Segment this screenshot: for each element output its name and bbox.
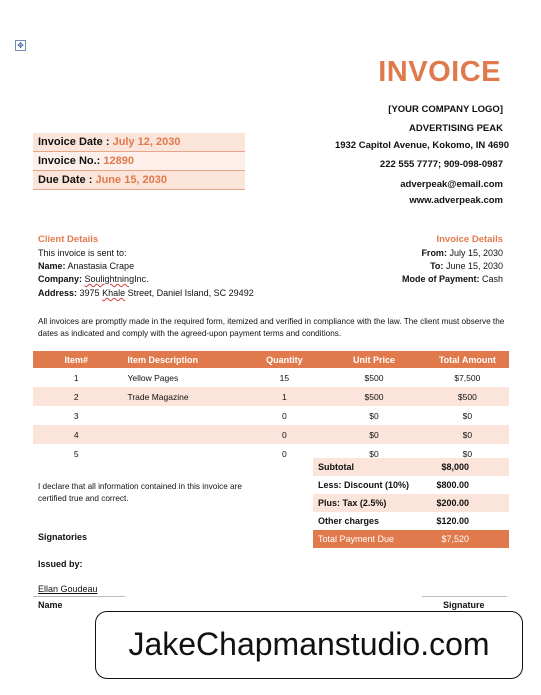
client-address-row (38, 287, 254, 300)
invoice-to-label: To: (430, 261, 444, 271)
company-email: adverpeak@email.com (400, 179, 503, 190)
cell-item-number: 2 (33, 387, 119, 406)
cell-unit-price: $0 (322, 425, 425, 444)
subtotal-row (313, 458, 509, 476)
company-website: www.adverpeak.com (409, 195, 503, 206)
cell-unit-price: $0 (369, 448, 379, 459)
cell-total: $500 (426, 387, 509, 406)
invoice-number-label: Invoice No.: (38, 155, 101, 167)
cell-quantity: 0 (246, 425, 322, 444)
table-row (33, 425, 509, 444)
due-date-value: June 15, 2030 (95, 174, 168, 186)
table-row (33, 406, 509, 425)
subtotal-value: $8,000 (441, 462, 469, 472)
col-total-amount: Total Amount (426, 351, 509, 368)
totals-block (313, 458, 509, 548)
cell-description (119, 444, 246, 463)
table-header-row (33, 351, 509, 368)
items-table (33, 351, 509, 463)
payment-mode-row (402, 273, 503, 286)
company-logo-placeholder: [YOUR COMPANY LOGO] (388, 104, 503, 115)
cell-quantity: 1 (246, 387, 322, 406)
payment-mode: Cash (481, 274, 503, 284)
invoice-details-heading: Invoice Details (436, 234, 503, 245)
cell-unit-price: $500 (364, 372, 384, 383)
client-address-label: Address: (38, 288, 78, 298)
invoice-number-row (33, 152, 245, 171)
other-charges-value: $120.00 (436, 516, 469, 526)
cell-item-number: 1 (73, 372, 79, 383)
payment-mode-label: Mode of Payment: (401, 274, 480, 284)
client-company-row (38, 273, 149, 286)
total-due-label: Total Payment Due (318, 534, 395, 544)
invoice-title: INVOICE (378, 56, 501, 88)
issued-by-label: Issued by: (38, 559, 83, 569)
cell-item-number: 4 (33, 425, 119, 444)
signatories-heading: Signatories (38, 532, 88, 542)
cell-unit-price: $0 (369, 410, 379, 421)
discount-value: $800.00 (436, 480, 469, 490)
invoice-from: July 15, 2030 (449, 248, 503, 258)
cell-total: $0 (462, 410, 473, 421)
declaration-text: I declare that all information contained in this invoice are certified true and correct. (38, 482, 242, 503)
tax-row (313, 494, 509, 512)
total-due-row (313, 530, 509, 548)
discount-row (313, 476, 509, 494)
cell-item-number: 3 (73, 410, 79, 421)
cell-description (119, 425, 246, 444)
company-name: ADVERTISING PEAK (409, 123, 503, 134)
client-address-street: Khale (102, 288, 126, 298)
col-item-number: Item# (33, 351, 119, 368)
client-company-label: Company: (38, 274, 83, 284)
client-company-suffix: Inc. (134, 274, 149, 284)
cell-total: $7,500 (454, 372, 481, 383)
invoice-notice: All invoices are promptly made in the required form, itemized and verified in compliance with the law. The client must observe the dates as indicated and comply with the agreed-upon payment terms and conditions. (38, 317, 505, 338)
total-due-value: $7,520 (441, 534, 469, 544)
client-name-label: Name: (38, 261, 66, 271)
discount-label: Less: Discount (10%) (318, 480, 410, 490)
tax-label: Plus: Tax (2.5%) (318, 498, 387, 508)
signature-label: Signature (443, 600, 485, 610)
cell-quantity: 15 (279, 372, 290, 383)
client-address-rest: Street, Daniel Island, SC 29492 (127, 288, 254, 298)
col-item-description: Item Description (119, 351, 246, 368)
client-address-number: 3975 (79, 288, 100, 298)
invoice-from-label: From: (421, 248, 447, 258)
signature-line (422, 596, 507, 597)
table-move-handle-icon[interactable]: ✥ (15, 40, 26, 51)
cell-description: Trade Magazine (119, 387, 246, 406)
cell-quantity: 0 (282, 410, 287, 421)
due-date-label: Due Date : (38, 174, 93, 186)
cell-total: $0 (426, 425, 509, 444)
cell-description (119, 406, 246, 425)
invoice-to: June 15, 2030 (445, 261, 503, 271)
other-charges-row (313, 512, 509, 530)
table-row (33, 387, 509, 406)
cell-quantity: 0 (282, 448, 287, 459)
cell-total: $0 (462, 448, 473, 459)
invoice-date-row (33, 133, 245, 152)
invoice-number-value: 12890 (103, 155, 134, 167)
due-date-row (33, 171, 245, 190)
name-label: Name (38, 600, 63, 610)
company-address: 1932 Capitol Avenue, Kokomo, IN 4690 (334, 140, 509, 151)
client-details-heading: Client Details (38, 234, 99, 245)
client-sent-to: This invoice is sent to: (38, 248, 127, 258)
issuer-name: Ellan Goudeau (38, 584, 98, 594)
tax-value: $200.00 (436, 498, 469, 508)
invoice-from-row (421, 247, 503, 260)
client-name: Anastasia Crape (67, 261, 135, 271)
client-name-row (38, 260, 134, 273)
cell-description: Yellow Pages (127, 372, 179, 383)
subtotal-label: Subtotal (318, 462, 354, 472)
cell-item-number: 5 (73, 448, 79, 459)
invoice-date-label: Invoice Date : (38, 136, 110, 148)
client-company: Soulightning (84, 274, 135, 284)
date-box (33, 133, 245, 190)
company-phone: 222 555 7777; 909-098-0987 (379, 159, 503, 170)
col-unit-price: Unit Price (322, 351, 425, 368)
cell-unit-price: $500 (322, 387, 425, 406)
name-signature-line (33, 596, 125, 597)
col-quantity: Quantity (246, 351, 322, 368)
other-charges-label: Other charges (318, 516, 380, 526)
watermark-banner: JakeChapmanstudio.com (95, 611, 523, 679)
invoice-to-row (430, 260, 503, 273)
invoice-date-value: July 12, 2030 (112, 136, 181, 148)
table-row (33, 368, 509, 387)
